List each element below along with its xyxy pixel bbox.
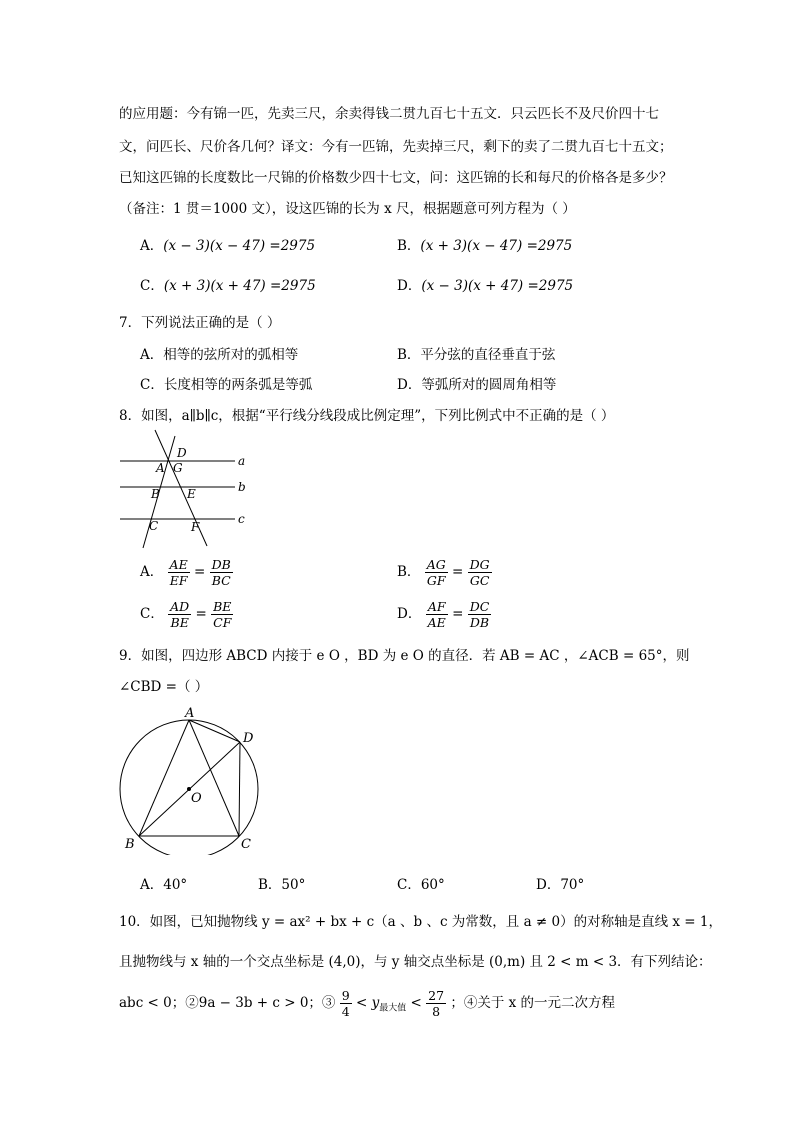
q9-line-1: 9．如图，四边形 ABCD 内接于 e O ，BD 为 e O 的直径．若 AB = AC ，∠ACB = 65°，则 [119, 648, 690, 664]
fraction: $\frac{DC}{DB}$ [469, 599, 490, 630]
fraction: $\frac{AE}{EF}$ [169, 557, 188, 588]
label-c: c [238, 512, 245, 526]
segment-DC [239, 742, 240, 836]
q9-option-b[interactable]: B．50° [258, 877, 306, 893]
q6-option-b[interactable]: B．(x + 3)(x − 47) =2975 [397, 238, 573, 254]
q7-option-c[interactable]: C．长度相等的两条弧是等弧 [140, 377, 313, 393]
label-A: A [156, 461, 165, 475]
q7-stem: 7．下列说法正确的是（ ） [119, 315, 281, 331]
q8-option-b[interactable]: B． $\frac{AG}{GF}$ = $\frac{DG}{GC}$ [397, 557, 490, 588]
q6-option-a[interactable]: A．(x − 3)(x − 47) =2975 [140, 238, 316, 254]
q10-line-3: abc < 0；②9a − 3b + c > 0；③ $\frac{9}{4}$ < $y_{最大值}$ < $\frac{27}{8}$ ；④关于 x 的一元二次方程 [119, 988, 616, 1019]
label-E: E [187, 487, 196, 501]
q6-line-4: （备注：1 贯＝1000 文），设这匹锦的长为 x 尺，根据题意可列方程为（ ） [119, 201, 576, 217]
q10-line-2: 且抛物线与 x 轴的一个交点坐标是 (4,0)，与 y 轴交点坐标是 (0,m) 且 2 < m < 3．有下列结论： [119, 954, 712, 970]
q8-option-a[interactable]: A． $\frac{AE}{EF}$ = $\frac{DB}{BC}$ [140, 557, 231, 588]
q7-option-a[interactable]: A．相等的弦所对的弧相等 [140, 347, 299, 363]
parallel-lines-figure [115, 428, 255, 553]
q8-stem: 8．如图，a∥b∥c，根据“平行线分线段成比例定理”，下列比例式中不正确的是（ ） [119, 408, 615, 424]
label-C: C [241, 837, 251, 852]
q6-line-2: 文，问匹长、尺价各几何？译文：今有一匹锦，先卖掉三尺，剩下的卖了二贯九百七十五文； [119, 139, 673, 155]
q6-line-3: 已知这匹锦的长度数比一尺锦的价格数少四十七文，问：这匹锦的长和每尺的价格各是多少？ [119, 170, 673, 186]
q6-option-c[interactable]: C．(x + 3)(x + 47) =2975 [140, 278, 316, 294]
q9-option-a[interactable]: A．40° [140, 877, 188, 893]
q9-option-c[interactable]: C．60° [397, 877, 445, 893]
label-B: B [125, 837, 135, 852]
circle-figure [115, 700, 275, 855]
fraction: $\frac{BE}{CF}$ [213, 599, 232, 630]
fraction: $\frac{DG}{GC}$ [469, 557, 490, 588]
fraction: $\frac{9}{4}$ [341, 988, 350, 1019]
label-B: B [151, 487, 160, 501]
label-b: b [238, 480, 246, 494]
label-C: C [149, 519, 159, 533]
label-a: a [238, 454, 246, 468]
label-D: D [177, 446, 187, 460]
fraction: $\frac{AF}{AE}$ [427, 599, 446, 630]
q7-option-d[interactable]: D．等弧所对的圆周角相等 [397, 377, 557, 393]
q8-option-c[interactable]: C． $\frac{AD}{BE}$ = $\frac{BE}{CF}$ [140, 599, 232, 630]
q7-option-b[interactable]: B．平分弦的直径垂直于弦 [397, 347, 556, 363]
fraction: $\frac{27}{8}$ [428, 988, 445, 1019]
label-G: G [173, 461, 183, 475]
label-F: F [191, 520, 200, 534]
q6-line-1: 的应用题：今有锦一匹，先卖三尺，余卖得钱二贯九百七十五文．只云匹长不及尺价四十七 [119, 106, 659, 122]
segment-AB [139, 720, 189, 836]
q9-option-d[interactable]: D．70° [536, 877, 585, 893]
fraction: $\frac{AG}{GF}$ [426, 557, 446, 588]
q10-line-1: 10．如图，已知抛物线 y = ax² + bx + c（a 、b 、c 为常数，且 a ≠ 0）的对称轴是直线 x = 1， [119, 914, 723, 930]
q8-option-d[interactable]: D． $\frac{AF}{AE}$ = $\frac{DC}{DB}$ [397, 599, 490, 630]
label-A: A [185, 706, 195, 721]
fraction: $\frac{AD}{BE}$ [170, 599, 190, 630]
label-O: O [191, 791, 202, 806]
label-D: D [243, 731, 254, 746]
q9-line-2: ∠CBD =（ ） [119, 679, 209, 695]
fraction: $\frac{DB}{BC}$ [211, 557, 231, 588]
q6-option-d[interactable]: D．(x − 3)(x + 47) =2975 [397, 278, 574, 294]
segment-AC [189, 720, 239, 836]
